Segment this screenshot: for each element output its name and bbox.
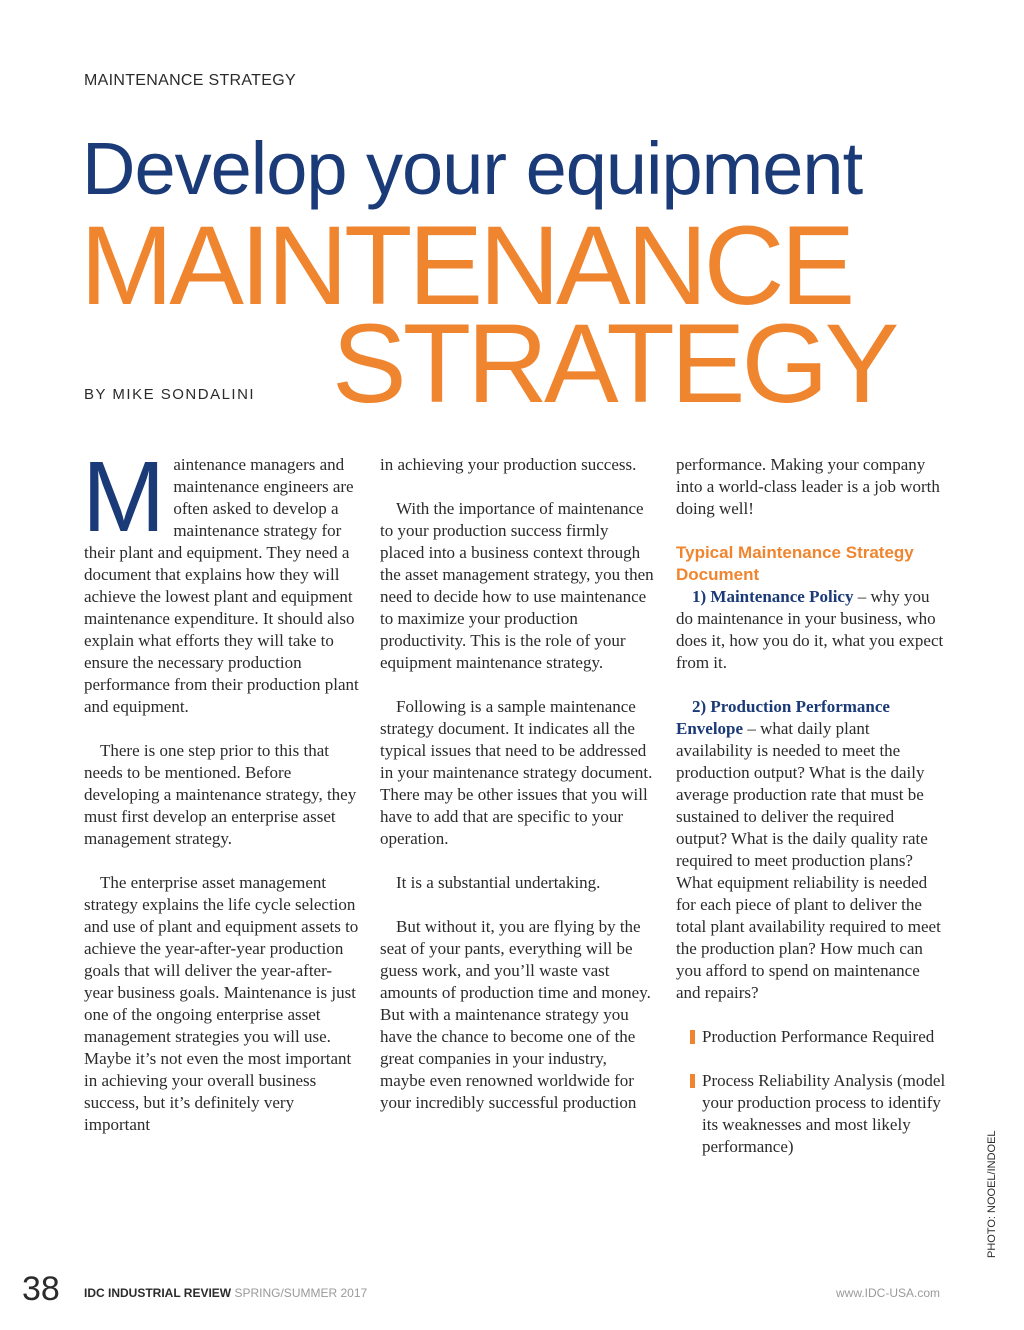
list-item (676, 696, 946, 1004)
photo-credit: PHOTO: NOOEL/INDOEL (986, 1130, 998, 1258)
subheading: Typical Maintenance Strategy Document (676, 543, 914, 584)
paragraph: Following is a sample maintenance strategy document. It indicates all the typical issues that need to be addressed in your maintenance strategy document. There may be other issues that you will have to add that are specific to your operation. (380, 697, 653, 848)
article-column-3 (676, 454, 946, 1180)
bullet-item (676, 1026, 946, 1048)
item-term: 1) Maintenance Policy (692, 587, 854, 606)
bullet-item (676, 1070, 946, 1158)
bullet-marker-icon (690, 1030, 695, 1044)
footer-publication (84, 1286, 367, 1300)
paragraph: The enterprise asset management strategy explains the life cycle selection and use of plant and equipment assets to achieve the year-after-year production goals that will deliver the year-after-year business goals. Maintenance is just one of the ongoing enterprise asset management strategies you will use. Maybe it’s not even the most important in achieving your overall business success, but it’s definitely very important (84, 873, 359, 1134)
bullet-marker-icon (690, 1074, 695, 1088)
item-term: 2) Production Performance Envelope (676, 697, 890, 738)
paragraph-text: aintenance managers and maintenance engineers are often asked to develop a maintenance strategy for their plant and equipment. They need a document that explains how they will achieve the lowest plant and equipment maintenance expenditure. It should also explain what efforts they will take to ensure the necessary production performance from their production plant and equipment. (84, 455, 359, 716)
publication-name: IDC INDUSTRIAL REVIEW (84, 1286, 232, 1300)
article-column-2 (380, 454, 655, 1136)
paragraph: But without it, you are flying by the seat of your pants, everything will be guess work, and you’ll waste vast amounts of production time and money. But with a maintenance strategy you have the chance to become one of the great companies in your industry, maybe even renowned worldwide for your incredibly successful production (380, 917, 651, 1112)
drop-cap: M (82, 441, 166, 553)
title-line-1: Develop your equipment (82, 127, 863, 210)
bullet-text: Production Performance Required (702, 1027, 935, 1046)
paragraph: It is a substantial undertaking. (396, 873, 601, 892)
list-item (676, 586, 946, 674)
footer-url: www.IDC-USA.com (835, 1286, 940, 1300)
title-line-3: STRATEGY (332, 301, 896, 426)
paragraph: There is one step prior to this that needs to be mentioned. Before developing a maintenance strategy, they must first develop an enterprise asset management strategy. (84, 741, 357, 848)
item-text: – why you do maintenance in your business, who does it, how you do it, what you expect from it. (676, 587, 944, 672)
paragraph (82, 441, 359, 718)
paragraph: With the importance of maintenance to your production success firmly placed into a business context through the asset management strategy, you then need to decide how to use maintenance to maximize your production productivity. This is the role of your equipment maintenance strategy. (380, 499, 654, 672)
byline: BY MIKE SONDALINI (84, 386, 256, 403)
item-text: – what daily plant availability is needed to meet the production output? What is the daily average production rate that must be sustained to deliver the required output? What is the daily quality rate required to meet production plans? What equipment reliability is needed for each piece of plant to deliver the total plant availability required to meet the production plan? How much can you afford to spend on maintenance and repairs? (676, 719, 941, 1002)
page-number: 38 (22, 1270, 60, 1308)
paragraph: in achieving your production success. (380, 455, 637, 474)
section-label: MAINTENANCE STRATEGY (84, 72, 296, 89)
paragraph: performance. Making your company into a world-class leader is a job worth doing well! (676, 455, 940, 518)
issue-date: SPRING/SUMMER 2017 (234, 1286, 368, 1300)
title-line-2: MAINTENANCE (80, 203, 852, 328)
bullet-text: Process Reliability Analysis (model your production process to identify its weaknesses and most likely performance) (702, 1071, 946, 1156)
article-column-1 (82, 441, 359, 1158)
